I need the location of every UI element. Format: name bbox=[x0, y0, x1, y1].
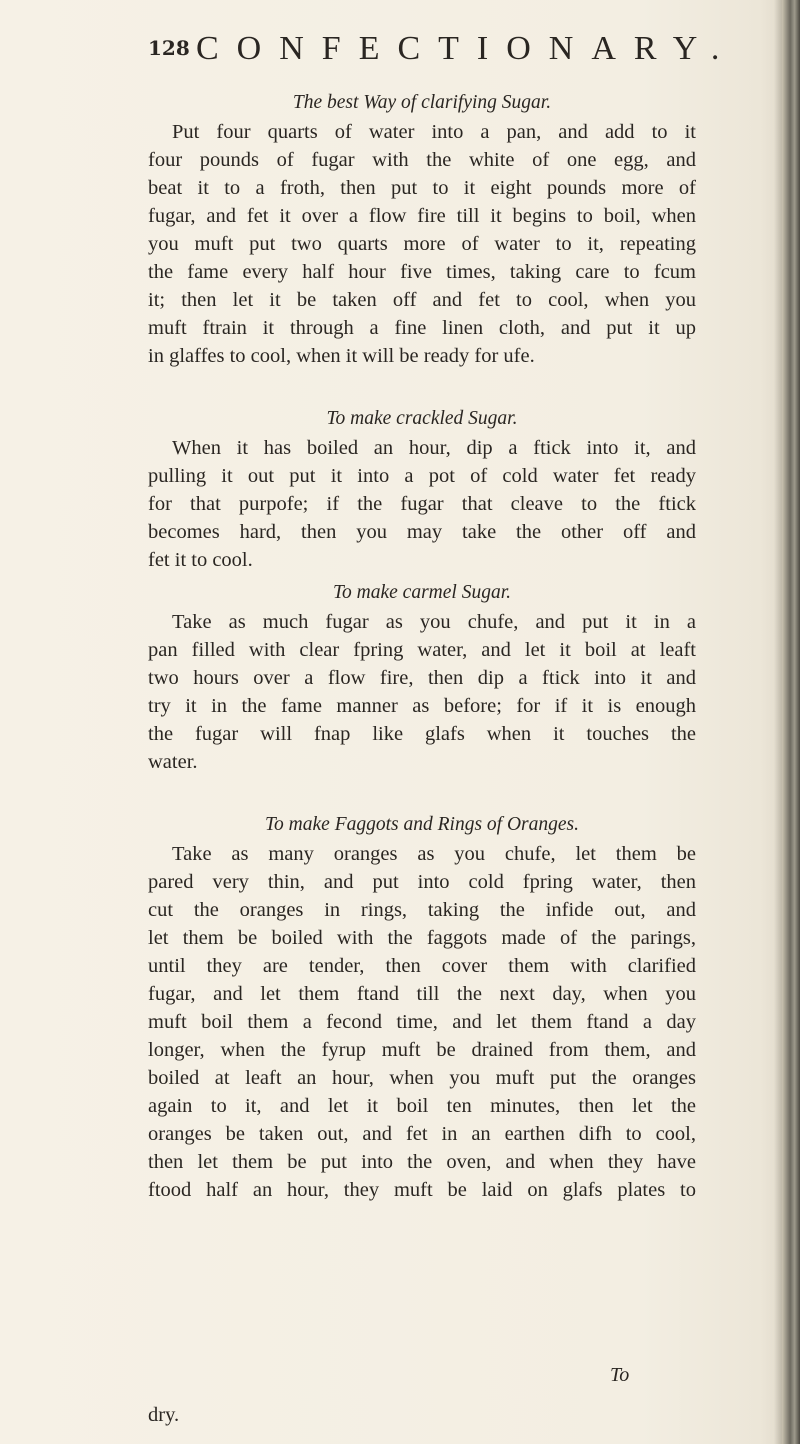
catchword: To bbox=[610, 1364, 630, 1386]
text-line: water. bbox=[148, 751, 198, 773]
text-line: Put four quarts of water into a pan, and add to it bbox=[172, 121, 696, 143]
text-line: fet it to cool. bbox=[148, 549, 253, 571]
text-line: ftood half an hour, they muft be laid on glafs plates to bbox=[148, 1179, 696, 1201]
recipe-title: To make crackled Sugar. bbox=[326, 408, 518, 429]
text-line: again to it, and let it boil ten minutes, then let the bbox=[148, 1095, 696, 1117]
text-line: oranges be taken out, and fet in an earthen difh to cool, bbox=[148, 1123, 696, 1145]
text-line: the fame every half hour five times, taking care to fcum bbox=[148, 261, 696, 283]
text-line: the fugar will fnap like glafs when it touches the bbox=[148, 723, 696, 745]
book-spine bbox=[782, 0, 800, 1444]
text-line: it; then let it be taken off and fet to cool, when you bbox=[148, 289, 696, 311]
text-line: four pounds of fugar with the white of one egg, and bbox=[148, 149, 696, 171]
page-number: 128 bbox=[148, 36, 190, 60]
recipe-body bbox=[148, 118, 696, 370]
text-line: until they are tender, then cover them with clarified bbox=[148, 955, 696, 977]
recipe-title: To make carmel Sugar. bbox=[332, 582, 512, 603]
text-line: try it in the fame manner as before; for if it is enough bbox=[148, 695, 696, 717]
text-line: pulling it out put it into a pot of cold water fet ready bbox=[148, 465, 696, 487]
text-line: muft ftrain it through a fine linen cloth, and put it up bbox=[148, 317, 696, 339]
recipe-body bbox=[148, 840, 696, 1204]
text-line: then let them be put into the oven, and when they have bbox=[148, 1151, 696, 1173]
text-line: beat it to a froth, then put to it eight pounds more of bbox=[148, 177, 696, 199]
recipe-carmel-sugar bbox=[148, 578, 696, 776]
text-line: becomes hard, then you may take the other off and bbox=[148, 521, 696, 543]
text-line: you muft put two quarts more of water to it, repeating bbox=[148, 233, 696, 255]
recipe-crackled-sugar bbox=[148, 404, 696, 574]
text-line: When it has boiled an hour, dip a ftick into it, and bbox=[172, 437, 696, 459]
recipe-title: To make Faggots and Rings of Oranges. bbox=[265, 814, 579, 835]
text-line: for that purpofe; if the fugar that cleave to the ftick bbox=[148, 493, 696, 515]
text-line: in glaffes to cool, when it will be ready for ufe. bbox=[148, 345, 535, 367]
final-word: dry. bbox=[148, 1404, 180, 1426]
page-header bbox=[148, 30, 738, 80]
page-content bbox=[148, 88, 696, 1204]
text-line: Take as many oranges as you chufe, let them be bbox=[172, 843, 696, 865]
text-line: muft boil them a fecond time, and let them ftand a day bbox=[148, 1011, 696, 1033]
recipe-body bbox=[148, 434, 696, 574]
text-line: fugar, and let them ftand till the next day, when you bbox=[148, 983, 696, 1005]
recipe-clarifying-sugar bbox=[148, 88, 696, 370]
recipe-title: The best Way of clarifying Sugar. bbox=[292, 92, 552, 113]
text-line: fugar, and fet it over a flow fire till it begins to boil, when bbox=[148, 205, 696, 227]
running-head: CONFECTIONARY. bbox=[196, 30, 738, 67]
recipe-body bbox=[148, 608, 696, 776]
text-line: two hours over a flow fire, then dip a ftick into it and bbox=[148, 667, 696, 689]
recipe-faggots-rings-oranges bbox=[148, 810, 696, 1204]
text-line: cut the oranges in rings, taking the infide out, and bbox=[148, 899, 696, 921]
text-line: let them be boiled with the faggots made of the parings, bbox=[148, 927, 696, 949]
text-line: boiled at leaft an hour, when you muft put the oranges bbox=[148, 1067, 696, 1089]
text-line: pan filled with clear fpring water, and let it boil at leaft bbox=[148, 639, 696, 661]
text-line: pared very thin, and put into cold fpring water, then bbox=[148, 871, 696, 893]
page-gutter-shadow bbox=[774, 0, 782, 1444]
text-line: Take as much fugar as you chufe, and put it in a bbox=[172, 611, 696, 633]
text-line: longer, when the fyrup muft be drained from them, and bbox=[148, 1039, 696, 1061]
